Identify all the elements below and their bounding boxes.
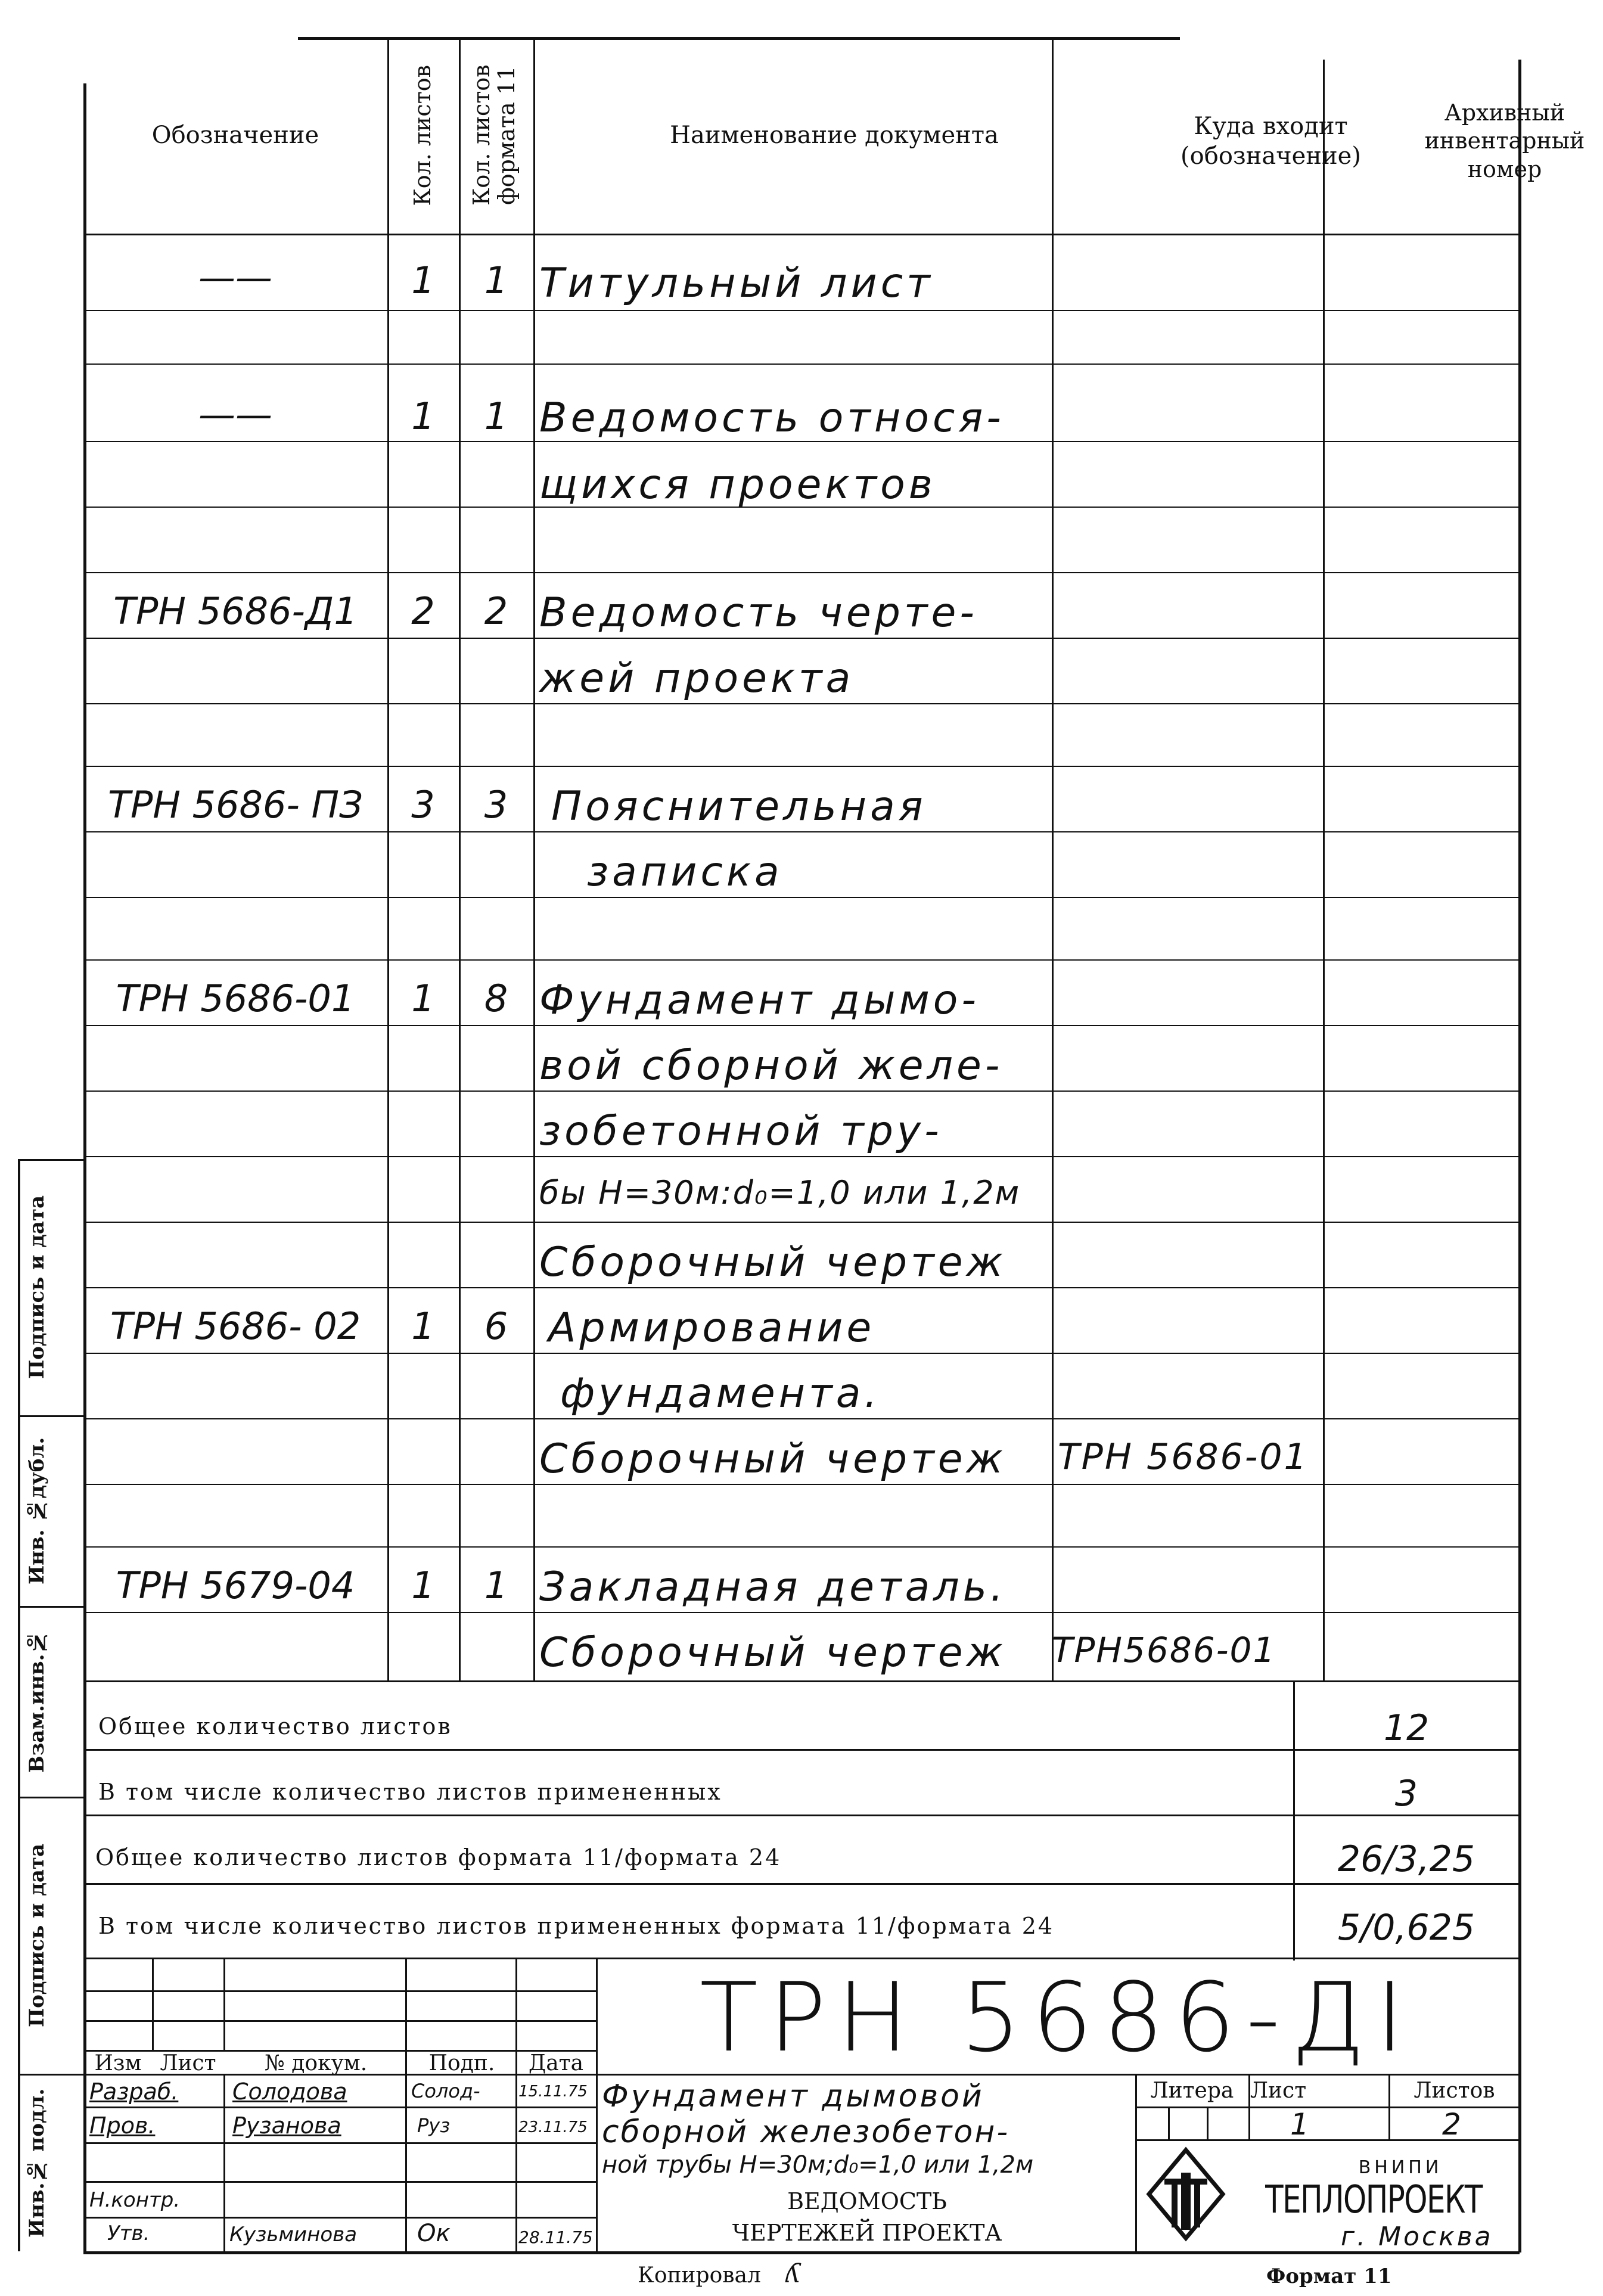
side-strip-h-2 xyxy=(18,1415,83,1417)
stamp-name-prov: Рузанова xyxy=(232,2112,341,2139)
row-7-name-line-1: Закладная деталь. xyxy=(539,1564,1007,1611)
row-3-kol11: 2 xyxy=(484,589,508,633)
col-line-4 xyxy=(1052,37,1054,1680)
table-row-line xyxy=(83,1546,1520,1548)
row-5-name-line-1: Фундамент дымо- xyxy=(539,977,980,1024)
summary-line-3 xyxy=(83,1883,1520,1885)
summary-top-line xyxy=(83,1680,1520,1682)
stamp-col-list: Лист xyxy=(160,2051,216,2076)
row-3-name-line-1: Ведомость черте- xyxy=(539,589,978,636)
summary-label-2: В том числе количество листов примененных xyxy=(98,1779,722,1805)
row-6-name-line-3: Сборочный чертеж xyxy=(539,1436,1006,1483)
org-city: г. Москва xyxy=(1341,2222,1493,2252)
stamp-role-utv: Утв. xyxy=(107,2222,150,2245)
stamp-h-8 xyxy=(83,2217,596,2219)
row-3-oboz: ТРН 5686-Д1 xyxy=(113,589,358,633)
stamp-list-value: 1 xyxy=(1290,2107,1309,2142)
stamp-r-v-5 xyxy=(1207,2107,1209,2139)
table-row-line xyxy=(83,766,1520,767)
row-4-name-line-2: записка xyxy=(587,849,783,896)
row-4-kol: 3 xyxy=(411,783,435,827)
stamp-r-h-2 xyxy=(1135,2139,1520,2141)
row-7-oboz: ТРН 5679-04 xyxy=(116,1564,355,1607)
stamp-name-razrab: Солодова xyxy=(232,2078,347,2105)
copier-signature-icon: ʎ xyxy=(785,2258,801,2289)
stamp-role-nkontr: Н.контр. xyxy=(89,2188,181,2212)
summary-label-1: Общее количество листов xyxy=(98,1713,452,1739)
row-2-oboz: —— xyxy=(198,393,272,436)
stamp-title-hw-2: сборной железобетон- xyxy=(602,2114,1010,2150)
stamp-v-1 xyxy=(152,1958,154,2050)
row-7-kol11: 1 xyxy=(484,1564,508,1607)
header-oboznachenie: Обозначение xyxy=(151,122,319,149)
row-3-kol: 2 xyxy=(411,589,435,633)
stamp-name-utv: Кузьминова xyxy=(229,2223,358,2247)
stamp-col-data: Дата xyxy=(528,2051,584,2076)
row-5-name-line-4: бы Н=30м:d₀=1,0 или 1,2м xyxy=(539,1174,1021,1211)
stamp-list-label: Лист xyxy=(1250,2078,1307,2103)
header-kol-listov-text: Кол. листов xyxy=(409,64,436,206)
stamp-date-razrab: 15.11.75 xyxy=(518,2083,588,2101)
stamp-col-izm: Изм xyxy=(94,2051,142,2076)
footer-kopiroval xyxy=(638,2258,800,2289)
side-label-podpis-2: Подпись и дата xyxy=(25,1843,49,2027)
org-logo-icon xyxy=(1144,2145,1228,2244)
col-line-3 xyxy=(533,37,535,1680)
stamp-h-2 xyxy=(83,2020,596,2022)
footer-kopiroval-label: Копировал xyxy=(638,2263,761,2288)
row-2-name-line-2: щихся проектов xyxy=(539,461,936,508)
frame-left xyxy=(83,83,86,2252)
stamp-r-v-4 xyxy=(1168,2107,1170,2139)
stamp-v-4 xyxy=(515,1958,517,2251)
table-row-line xyxy=(83,1353,1520,1354)
summary-line-2 xyxy=(83,1815,1520,1816)
table-row-line xyxy=(83,1090,1520,1092)
stamp-v-2 xyxy=(223,1958,225,2050)
header-row xyxy=(83,37,1585,234)
summary-line-1 xyxy=(83,1749,1520,1751)
stamp-listov-label: Листов xyxy=(1414,2078,1495,2103)
row-5-kol: 1 xyxy=(411,977,435,1020)
stamp-v-6 xyxy=(223,2074,225,2251)
row-7-kol: 1 xyxy=(411,1564,435,1607)
side-label-podpis-1: Подпись и дата xyxy=(25,1195,49,1380)
row-7-kuda: ТРН5686-01 xyxy=(1052,1630,1276,1670)
header-kol-listov-f11 xyxy=(459,37,533,234)
summary-label-4: В том числе количество листов примененных формата 11/формата 24 xyxy=(98,1913,1055,1939)
col-line-1 xyxy=(387,37,389,1680)
table-row-line xyxy=(83,363,1520,365)
stamp-h-7 xyxy=(83,2181,596,2183)
org-small-name: ВНИПИ xyxy=(1358,2157,1443,2178)
summary-label-3: Общее количество листов формата 11/формата 24 xyxy=(95,1844,782,1871)
side-label-inv-podl: Инв.№ подл. xyxy=(25,2088,49,2238)
summary-value-2: 3 xyxy=(1394,1773,1418,1815)
row-1-kol11: 1 xyxy=(484,259,508,302)
stamp-col-dokum: № докум. xyxy=(264,2051,368,2076)
row-6-kol: 1 xyxy=(411,1304,435,1348)
row-6-name-line-2: фундамента. xyxy=(560,1370,881,1417)
row-4-name-line-1: Пояснительная xyxy=(551,783,927,830)
stamp-role-razrab: Разраб. xyxy=(89,2078,179,2105)
org-name: ТЕПЛОПРОЕКТ xyxy=(1265,2178,1482,2222)
stamp-title-print-1: ВЕДОМОСТЬ xyxy=(787,2188,947,2214)
row-1-name-line-1: Титульный лист xyxy=(539,260,934,307)
table-row-line xyxy=(83,959,1520,961)
side-label-vzam: Взам.инв.№ xyxy=(25,1630,49,1773)
row-5-name-line-5: Сборочный чертеж xyxy=(539,1239,1006,1286)
row-5-oboz: ТРН 5686-01 xyxy=(116,977,355,1020)
stamp-listov-value: 2 xyxy=(1442,2107,1461,2142)
row-5-name-line-3: зобетонной тру- xyxy=(539,1108,943,1155)
header-naimenovanie: Наименование документа xyxy=(670,122,999,149)
stamp-r-h-1 xyxy=(1135,2107,1520,2108)
summary-value-divider xyxy=(1293,1680,1295,1961)
row-5-name-line-2: вой сборной желе- xyxy=(539,1042,1004,1089)
row-5-kol11: 8 xyxy=(484,977,508,1020)
table-row-line xyxy=(83,572,1520,573)
row-7-name-line-2: Сборочный чертеж xyxy=(539,1629,1006,1676)
stamp-h-6 xyxy=(83,2142,596,2144)
stamp-date-prov: 23.11.75 xyxy=(518,2118,588,2136)
row-4-kol11: 3 xyxy=(484,783,508,827)
header-arhivny: Архивный инвентарный номер xyxy=(1424,99,1585,182)
row-1-oboz: —— xyxy=(198,256,272,299)
row-6-kuda: ТРН 5686-01 xyxy=(1058,1436,1309,1478)
summary-line-4 xyxy=(83,1958,1520,1959)
stamp-v-3 xyxy=(405,1958,407,2251)
table-row-line xyxy=(83,1025,1520,1026)
stamp-date-utv: 28.11.75 xyxy=(518,2227,593,2247)
col-line-2 xyxy=(459,37,461,1680)
row-2-name-line-1: Ведомость относя- xyxy=(539,394,1005,442)
row-6-oboz: ТРН 5686- 02 xyxy=(110,1304,361,1348)
table-row-line xyxy=(83,1222,1520,1223)
row-2-kol11: 1 xyxy=(484,394,508,438)
summary-value-1: 12 xyxy=(1383,1707,1430,1749)
row-6-kol11: 6 xyxy=(484,1304,508,1348)
side-strip-h-3 xyxy=(18,1606,83,1608)
footer-format: Формат 11 xyxy=(1266,2264,1392,2288)
row-6-name-line-1: Армирование xyxy=(548,1304,875,1351)
table-row-line xyxy=(83,310,1520,311)
header-line xyxy=(83,234,1520,235)
stamp-title-hw-1: Фундамент дымовой xyxy=(602,2078,984,2114)
stamp-h-1 xyxy=(83,1990,596,1992)
header-kol-listov-f11-text: Кол. листов формата 11 xyxy=(468,64,520,206)
table-row-line xyxy=(83,1287,1520,1288)
col-line-5 xyxy=(1323,60,1325,1680)
stamp-sign-prov: Руз xyxy=(417,2114,451,2137)
side-strip-h-1 xyxy=(18,1159,83,1161)
row-1-kol: 1 xyxy=(411,259,435,302)
table-row-line xyxy=(83,638,1520,639)
summary-value-4: 5/0,625 xyxy=(1337,1907,1475,1949)
table-row-line xyxy=(83,1418,1520,1419)
stamp-sign-utv: Ок xyxy=(417,2220,451,2247)
stamp-h-5 xyxy=(83,2107,596,2108)
side-label-inv-dubl: Инв. №дубл. xyxy=(25,1437,49,1584)
stamp-litera: Литера xyxy=(1150,2078,1234,2103)
table-row-line xyxy=(83,703,1520,704)
table-row-line xyxy=(83,831,1520,832)
header-kol-listov xyxy=(387,37,459,234)
row-2-kol: 1 xyxy=(411,394,435,438)
table-row-line xyxy=(83,1484,1520,1485)
header-kuda-vhodit: Куда входит (обозначение) xyxy=(1180,113,1361,170)
summary-value-3: 26/3,25 xyxy=(1337,1838,1475,1880)
side-strip-h-4 xyxy=(18,1797,83,1798)
stamp-col-podp: Подп. xyxy=(428,2051,495,2076)
row-4-oboz: ТРН 5686- ПЗ xyxy=(108,783,363,827)
stamp-code: ТРН 5686-ДІ xyxy=(700,1961,1415,2073)
org-logo xyxy=(1144,2145,1228,2244)
stamp-title-print-2: ЧЕРТЕЖЕЙ ПРОЕКТА xyxy=(732,2220,1002,2246)
frame-bottom xyxy=(83,2251,1520,2254)
side-strip-h-5 xyxy=(18,2074,83,2076)
table-row-line xyxy=(83,1612,1520,1613)
stamp-role-prov: Пров. xyxy=(89,2112,156,2139)
table-row-line xyxy=(83,897,1520,898)
table-row-line xyxy=(83,1156,1520,1157)
row-3-name-line-2: жей проекта xyxy=(539,655,855,702)
stamp-title-hw-3: ной трубы Н=30м;d₀=1,0 или 1,2м xyxy=(602,2151,1034,2179)
stamp-sign-razrab: Солод- xyxy=(411,2080,480,2102)
